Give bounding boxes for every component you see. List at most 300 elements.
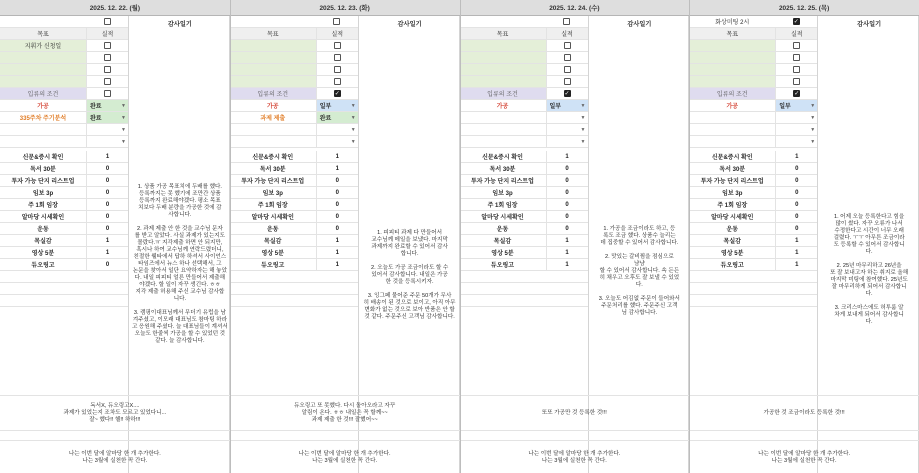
task-status-dropdown[interactable] xyxy=(86,136,128,147)
task-status-dropdown[interactable] xyxy=(775,124,817,135)
habit-row xyxy=(460,163,588,175)
schedule-label: 화상미팅 2시 xyxy=(715,20,750,26)
chevron-down-icon: ▼ xyxy=(810,126,816,133)
goal-label xyxy=(689,40,775,51)
habit-row xyxy=(460,223,588,235)
goal-row xyxy=(460,76,588,88)
schedule-label xyxy=(460,16,546,27)
habit-label: 알마당 시세확인 xyxy=(481,215,524,221)
day-divider xyxy=(460,0,461,473)
habit-label: 목실감 xyxy=(264,239,282,245)
habit-row xyxy=(689,247,817,259)
goal-check-cell[interactable] xyxy=(775,76,817,87)
goal-label: 입류의 조건 xyxy=(689,88,775,99)
goal-column-header: 목표 xyxy=(37,32,49,38)
chevron-down-icon: ▼ xyxy=(121,138,126,145)
checkbox[interactable] xyxy=(564,54,571,61)
task-row xyxy=(460,136,588,148)
habit-row xyxy=(689,151,817,163)
empty-row xyxy=(689,295,817,307)
task-label xyxy=(0,136,86,147)
habit-value: 0 xyxy=(86,163,128,174)
task-label xyxy=(0,124,86,135)
habit-value: 0 xyxy=(546,211,588,222)
goal-label xyxy=(0,52,86,63)
habit-label: 신문&증시 확인 xyxy=(711,155,753,161)
habit-row xyxy=(460,235,588,247)
task-label xyxy=(460,136,546,147)
habit-value: 0 xyxy=(316,211,358,222)
habit-row xyxy=(0,211,128,223)
journal-title: 감사일기 xyxy=(627,21,652,28)
habit-label: 임보 3p xyxy=(492,191,513,197)
status-select[interactable] xyxy=(776,100,817,111)
status-select[interactable] xyxy=(776,136,817,147)
goal-check-cell[interactable] xyxy=(775,40,817,51)
schedule-check-cell[interactable] xyxy=(316,16,358,27)
habit-value: 0 xyxy=(316,199,358,210)
status-select[interactable] xyxy=(87,136,128,147)
habit-value: 0 xyxy=(546,223,588,234)
task-label xyxy=(230,124,316,135)
gratitude-journal-text: 1. 피피티 과제 다 만들어서 교수님께 메일을 보냈다. 마지막 과제까지 완료할 수 있어서 감사 합니다. 2. 오늘도 가공 조금이라도 할 수 있어서 감사합니다. 내일은 가공 한 것을 등록시키자. 3. 잉그페 물어준 주문 50개가 무사 히 배송이 된 것으로 보이고, 아직 아무 변화가 없는 것으로 보아 반품은 안 할 것 같다. 주문주신 고객님 감사합니다. xyxy=(363,230,456,320)
habit-row xyxy=(689,235,817,247)
schedule-row xyxy=(689,16,817,28)
task-label xyxy=(689,136,775,147)
task-status-dropdown[interactable] xyxy=(316,124,358,135)
empty-row xyxy=(0,283,128,295)
habit-row xyxy=(460,175,588,187)
habit-value: 0 xyxy=(316,187,358,198)
task-label xyxy=(460,112,546,123)
habit-label: 영상 5분 xyxy=(31,251,55,257)
chevron-down-icon: ▼ xyxy=(350,102,356,109)
affirmation-text: 나는 이번 달에 알마당 한 개 추가한다. 나는 3월에 실천한 꼭 간다. xyxy=(689,440,919,473)
daily-review-text: 듀오링고 또 못했다. 다시 돌아오라고 자꾸 알림이 온다. ㅎㅎ 내일은 꼭 할께~~ 과제 제출 한 것!!! 잘했어~~ xyxy=(230,395,460,431)
habit-row xyxy=(0,259,128,271)
task-label xyxy=(689,124,775,135)
task-status-dropdown[interactable] xyxy=(86,112,128,123)
habit-value: 1 xyxy=(86,247,128,258)
goal-check-cell[interactable] xyxy=(775,64,817,75)
habit-value: 0 xyxy=(775,163,817,174)
checkbox[interactable] xyxy=(564,42,571,49)
task-label: 가공 xyxy=(496,104,509,110)
status-select[interactable] xyxy=(776,124,817,135)
checkbox[interactable] xyxy=(793,54,800,61)
goal-row xyxy=(230,40,358,52)
task-status-dropdown[interactable] xyxy=(775,112,817,123)
schedule-check-cell[interactable] xyxy=(775,16,817,27)
goal-check-cell[interactable] xyxy=(546,76,588,87)
empty-row xyxy=(460,271,588,283)
task-status-dropdown[interactable] xyxy=(775,136,817,147)
habit-row xyxy=(230,211,358,223)
habit-label: 투자 가능 단지 리스트업 xyxy=(700,179,764,185)
status-value: 완료 xyxy=(319,116,332,122)
habit-label: 운동 xyxy=(37,227,49,233)
habit-row xyxy=(230,151,358,163)
empty-row xyxy=(460,295,588,307)
habit-value: 0 xyxy=(316,223,358,234)
empty-row xyxy=(689,283,817,295)
status-select[interactable] xyxy=(87,100,128,111)
task-label: 가공 xyxy=(266,104,279,110)
chevron-down-icon: ▼ xyxy=(121,114,126,121)
task-row xyxy=(689,136,817,148)
habit-row xyxy=(230,223,358,235)
habit-label: 운동 xyxy=(726,227,739,233)
status-select[interactable] xyxy=(87,124,128,135)
empty-row xyxy=(230,283,358,295)
habit-value: 0 xyxy=(546,187,588,198)
goal-row xyxy=(689,76,817,88)
daily-review-text: 독서X, 듀오링고X.... 과제가 있었는지 조차도 모르고 있었다니... 잘~ 했다!! 헬!! 하하!!! xyxy=(0,395,230,431)
gratitude-journal-text: 1. 어제 오늘 등록한다고 힘을 많이 썼다. 자꾸 오류가 나서 수정한다고 시간이 너무 오래 걸렸다. ㅜㅜ 아무튼 조금이라 도 등록할 수 있어서 감사합니 다. 2. 25년 마무리하고 26년을 또 잘 보내고자 하는 취지로 올해 마지막 미팅에 참여했다. 25년도 잘 마무리하게 되어서 감사합니 다. 3. 크리스마스에도 허투룸 알 차게 보내게 되어서 감사합니 다. xyxy=(830,214,909,325)
habit-label: 알마당 시세확인 xyxy=(21,215,65,221)
schedule-row xyxy=(460,16,588,28)
day-date-header: 2025. 12. 22. (월) xyxy=(0,0,230,16)
task-label xyxy=(230,136,316,147)
checkbox-checked[interactable]: ✓ xyxy=(793,18,799,25)
schedule-check-cell[interactable] xyxy=(86,16,128,27)
habit-value: 1 xyxy=(316,151,358,162)
habit-label: 주 1회 임장 xyxy=(28,203,58,209)
goal-check-cell[interactable] xyxy=(546,64,588,75)
affirmation-text: 나는 이번 달에 알마당 한 개 추가한다. 나는 3월에 실천한 꼭 간다. xyxy=(460,440,690,473)
habit-label: 영상 5분 xyxy=(721,251,744,257)
status-select[interactable] xyxy=(776,112,817,123)
habit-label: 운동 xyxy=(266,227,279,233)
checkbox-checked[interactable]: ✓ xyxy=(564,90,570,97)
habit-row xyxy=(230,187,358,199)
schedule-row xyxy=(0,16,128,28)
goal-label xyxy=(689,76,775,87)
habit-row xyxy=(0,151,128,163)
affirmation-text: 나는 이번 달에 알마당 한 개 추가한다. 나는 3월에 실천한 꼭 간다. xyxy=(230,440,460,473)
goal-row xyxy=(0,64,128,76)
goal-column-header: 목표 xyxy=(266,32,279,38)
daily-review-text: 또또 가공만 것 등록한 것!!! xyxy=(460,395,690,431)
goal-row xyxy=(0,52,128,64)
habit-label: 듀오링고 xyxy=(261,263,285,269)
checkbox-checked[interactable]: ✓ xyxy=(794,90,800,97)
empty-row xyxy=(460,283,588,295)
task-status-dropdown[interactable] xyxy=(316,136,358,147)
schedule-label xyxy=(230,16,316,27)
goal-row xyxy=(689,40,817,52)
goal-check-cell[interactable] xyxy=(86,76,128,87)
habit-row xyxy=(689,211,817,223)
status-value: 일부 xyxy=(549,104,562,110)
habit-row xyxy=(0,175,128,187)
goal-check-cell[interactable] xyxy=(86,88,128,99)
habit-label: 목실감 xyxy=(34,239,52,245)
checkbox[interactable] xyxy=(104,42,111,49)
task-row xyxy=(0,112,128,124)
journal-title: 감사일기 xyxy=(167,21,192,28)
task-status-dropdown[interactable] xyxy=(546,112,588,123)
checkbox[interactable] xyxy=(104,18,111,25)
goal-row xyxy=(230,64,358,76)
habit-value: 1 xyxy=(86,235,128,246)
task-status-dropdown[interactable] xyxy=(546,136,588,147)
habit-row xyxy=(0,187,128,199)
goal-label xyxy=(460,40,546,51)
checkbox[interactable] xyxy=(333,18,340,25)
habit-row xyxy=(230,259,358,271)
goal-check-cell[interactable] xyxy=(316,40,358,51)
goal-check-cell[interactable] xyxy=(316,76,358,87)
goal-row xyxy=(689,52,817,64)
checkbox[interactable] xyxy=(334,42,341,49)
habit-value: 1 xyxy=(775,235,817,246)
status-select[interactable] xyxy=(547,124,588,135)
task-label: 과제 제출 xyxy=(260,116,286,122)
habit-row xyxy=(230,235,358,247)
schedule-check-cell[interactable] xyxy=(546,16,588,27)
checkbox[interactable] xyxy=(104,66,111,73)
habit-label: 임보 3p xyxy=(32,191,54,197)
goal-label: 입류의 조건 xyxy=(0,88,86,99)
goal-check-cell[interactable] xyxy=(86,52,128,63)
status-select[interactable] xyxy=(547,112,588,123)
goal-label: 지휘가 신청일 xyxy=(0,40,86,51)
habit-label: 알마당 시세확인 xyxy=(711,215,754,221)
status-select[interactable] xyxy=(317,100,358,111)
habit-label: 투자 가능 단지 리스트업 xyxy=(471,179,534,185)
task-label: 가공 xyxy=(37,104,49,110)
goal-label xyxy=(230,64,316,75)
status-value: 일부 xyxy=(779,104,791,110)
day-column xyxy=(0,0,230,473)
task-status-dropdown[interactable] xyxy=(316,112,358,123)
habit-row xyxy=(689,259,817,271)
habit-row xyxy=(460,199,588,211)
habit-label: 영상 5분 xyxy=(261,251,284,257)
status-select[interactable] xyxy=(547,136,588,147)
habit-label: 투자 가능 단지 리스트업 xyxy=(11,179,75,185)
habit-row xyxy=(230,247,358,259)
chevron-down-icon: ▼ xyxy=(580,126,586,133)
habit-row xyxy=(689,223,817,235)
checkbox[interactable] xyxy=(563,18,570,25)
habit-row xyxy=(230,175,358,187)
checkbox[interactable] xyxy=(104,54,111,61)
checkbox[interactable] xyxy=(334,66,341,73)
goal-row xyxy=(0,76,128,88)
status-select[interactable] xyxy=(87,112,128,123)
empty-row xyxy=(230,271,358,283)
habit-row xyxy=(230,163,358,175)
day-date-header: 2025. 12. 25. (목) xyxy=(689,0,919,16)
goal-check-cell[interactable] xyxy=(316,52,358,63)
chevron-down-icon: ▼ xyxy=(121,102,126,109)
habit-value: 0 xyxy=(546,175,588,186)
checkbox[interactable] xyxy=(564,66,571,73)
habit-value: 0 xyxy=(546,199,588,210)
habit-value: 0 xyxy=(86,175,128,186)
empty-row xyxy=(689,271,817,283)
habit-label: 알마당 시세확인 xyxy=(251,215,294,221)
goal-check-cell[interactable] xyxy=(546,40,588,51)
goal-row xyxy=(230,52,358,64)
status-select[interactable] xyxy=(317,124,358,135)
goal-label xyxy=(0,76,86,87)
habit-value: 1 xyxy=(316,247,358,258)
habit-row xyxy=(0,199,128,211)
goal-row xyxy=(230,76,358,88)
habit-row xyxy=(230,199,358,211)
habit-label: 신문&증시 확인 xyxy=(482,155,523,161)
goal-row xyxy=(460,64,588,76)
result-column-header: 실적 xyxy=(316,28,358,39)
goal-row xyxy=(689,64,817,76)
goal-check-cell[interactable] xyxy=(316,88,358,99)
empty-row xyxy=(0,295,128,307)
goal-label: 입류의 조건 xyxy=(230,88,316,99)
goal-header-row xyxy=(460,28,588,40)
goal-label xyxy=(230,52,316,63)
checkbox[interactable] xyxy=(564,78,571,85)
checkbox-checked[interactable]: ✓ xyxy=(334,90,340,97)
checkbox[interactable] xyxy=(793,78,800,85)
habit-value: 0 xyxy=(86,187,128,198)
goal-check-cell[interactable] xyxy=(546,88,588,99)
habit-value: 0 xyxy=(775,187,817,198)
day-divider xyxy=(230,0,231,473)
habit-label: 신문&증시 확인 xyxy=(22,155,64,161)
habit-label: 투자 가능 단지 리스트업 xyxy=(241,179,305,185)
habit-value: 0 xyxy=(546,163,588,174)
task-status-dropdown[interactable] xyxy=(86,124,128,135)
task-row xyxy=(460,124,588,136)
status-select[interactable] xyxy=(317,136,358,147)
chevron-down-icon: ▼ xyxy=(810,114,816,121)
checkbox[interactable] xyxy=(104,78,111,85)
schedule-row xyxy=(230,16,358,28)
habit-label: 주 1회 임장 xyxy=(257,203,288,209)
chevron-down-icon: ▼ xyxy=(121,126,126,133)
goal-check-cell[interactable] xyxy=(316,64,358,75)
empty-row xyxy=(230,295,358,307)
task-label xyxy=(460,124,546,135)
checkbox[interactable] xyxy=(334,78,341,85)
goal-label xyxy=(0,64,86,75)
habit-value: 0 xyxy=(775,199,817,210)
goal-label xyxy=(460,52,546,63)
schedule-label xyxy=(0,16,86,27)
habit-row xyxy=(460,151,588,163)
habit-row xyxy=(0,223,128,235)
task-status-dropdown[interactable] xyxy=(86,100,128,111)
journal-title: 감사일기 xyxy=(857,21,882,28)
goal-check-cell[interactable] xyxy=(86,40,128,51)
habit-row xyxy=(689,163,817,175)
habit-label: 임보 3p xyxy=(262,191,283,197)
habit-value: 1 xyxy=(86,151,128,162)
habit-label: 듀오링고 xyxy=(720,263,744,269)
goal-label xyxy=(230,40,316,51)
goal-column-header: 목표 xyxy=(496,32,509,38)
habit-value: 1 xyxy=(316,235,358,246)
chevron-down-icon: ▼ xyxy=(350,126,356,133)
gratitude-journal-text: 1. 상품 가공 목표치에 두배를 했다. 등록까지는 못 했기에 조만간 상품 등록까지 완료해야겠다. 평소 목표 치보다 두배 분량을 가공한 것에 감 사합니다. 2. 과제 제출 안 한 것을 교수님 문자 를 받고 알았다. 사실 과제가 있는지도 몰랐다.ㅠ 지각제출 하면 안 되지만, 혹시나 하여 교수님께 연락드렸더니, 친절한 웰타에서 답하 하셔서 사이언스 타임즈에서 뉴스 하나 선택해서, 그 논문을 찾아서 일단 요약하자는 해 놓았 다. 내일 피피티 얼른 만들어서 제출해 야겠다. 할 일이 자꾸 생긴다. ㅎㅎ 지각 제출 허용해 주신 교수님 감사합 니다. 3. 캠핑이대표님께서 무더기 유럽을 남 겨주셨고, 이모래 대표님도 참마팅 하라 고 응원해 주셨다. 늘 대표님들이 계셔서 오늘도 한줄씩 가공을 할 수 있었던 것 같다. 늘 감사합니다. xyxy=(131,184,228,344)
habit-row xyxy=(689,175,817,187)
task-status-dropdown[interactable] xyxy=(316,100,358,111)
task-row xyxy=(689,100,817,112)
task-label xyxy=(689,112,775,123)
gratitude-journal-text: 1. 가공을 조금이라도 하고, 등 록도 조금 했다. 상품수 늘리는 데 집중할 수 있어서 감사합니다. 2. 맛있는 갈비찜을 점심으로 냠냠 할 수 있어서 감사합니다. 속 든든 히 채우고 오후도 잘 보낼 수 있었 다. 3. 오늘도 어김없 주문이 들어와서 주문처리를 했다. 주문주신 고객 님 감사합니다. xyxy=(598,226,680,316)
goal-check-cell[interactable] xyxy=(546,52,588,63)
habit-value: 0 xyxy=(86,211,128,222)
goal-header-row xyxy=(689,28,817,40)
goal-label xyxy=(460,64,546,75)
chevron-down-icon: ▼ xyxy=(810,138,816,145)
habit-value: 0 xyxy=(775,175,817,186)
habit-label: 신문&증시 확인 xyxy=(252,155,294,161)
task-label: 335주차 주기분석 xyxy=(19,116,67,122)
day-date-header: 2025. 12. 24. (수) xyxy=(460,0,690,16)
task-row xyxy=(460,100,588,112)
habit-row xyxy=(0,163,128,175)
task-status-dropdown[interactable] xyxy=(775,100,817,111)
status-select[interactable] xyxy=(547,100,588,111)
habit-value: 0 xyxy=(775,223,817,234)
task-status-dropdown[interactable] xyxy=(546,124,588,135)
goal-row xyxy=(689,88,817,100)
chevron-down-icon: ▼ xyxy=(580,102,586,109)
goal-label xyxy=(460,76,546,87)
habit-value: 1 xyxy=(546,247,588,258)
habit-value: 1 xyxy=(775,259,817,270)
goal-label: 입류의 조건 xyxy=(460,88,546,99)
habit-row xyxy=(0,247,128,259)
habit-value: 1 xyxy=(316,259,358,270)
goal-row xyxy=(0,88,128,100)
habit-value: 0 xyxy=(316,175,358,186)
status-value: 완료 xyxy=(90,116,102,122)
habit-value: 0 xyxy=(86,223,128,234)
chevron-down-icon: ▼ xyxy=(350,114,356,121)
empty-row xyxy=(0,271,128,283)
task-status-dropdown[interactable] xyxy=(546,100,588,111)
goal-check-cell[interactable] xyxy=(775,88,817,99)
result-column-header: 실적 xyxy=(546,28,588,39)
status-value: 완료 xyxy=(90,104,102,110)
status-value: 일부 xyxy=(319,104,332,110)
habit-label: 목실감 xyxy=(723,239,741,245)
result-column-header: 실적 xyxy=(775,28,817,39)
day-column xyxy=(689,0,919,473)
checkbox[interactable] xyxy=(104,90,111,97)
goal-header-row xyxy=(230,28,358,40)
status-select[interactable] xyxy=(317,112,358,123)
habit-row xyxy=(460,247,588,259)
checkbox[interactable] xyxy=(793,66,800,73)
task-row xyxy=(230,100,358,112)
habit-value: 0 xyxy=(775,211,817,222)
goal-column-header: 목표 xyxy=(726,32,739,38)
task-row xyxy=(0,136,128,148)
goal-row xyxy=(460,52,588,64)
checkbox[interactable] xyxy=(334,54,341,61)
goal-check-cell[interactable] xyxy=(775,52,817,63)
goal-check-cell[interactable] xyxy=(86,64,128,75)
checkbox[interactable] xyxy=(793,42,800,49)
habit-label: 듀오링고 xyxy=(31,263,55,269)
task-row xyxy=(0,100,128,112)
